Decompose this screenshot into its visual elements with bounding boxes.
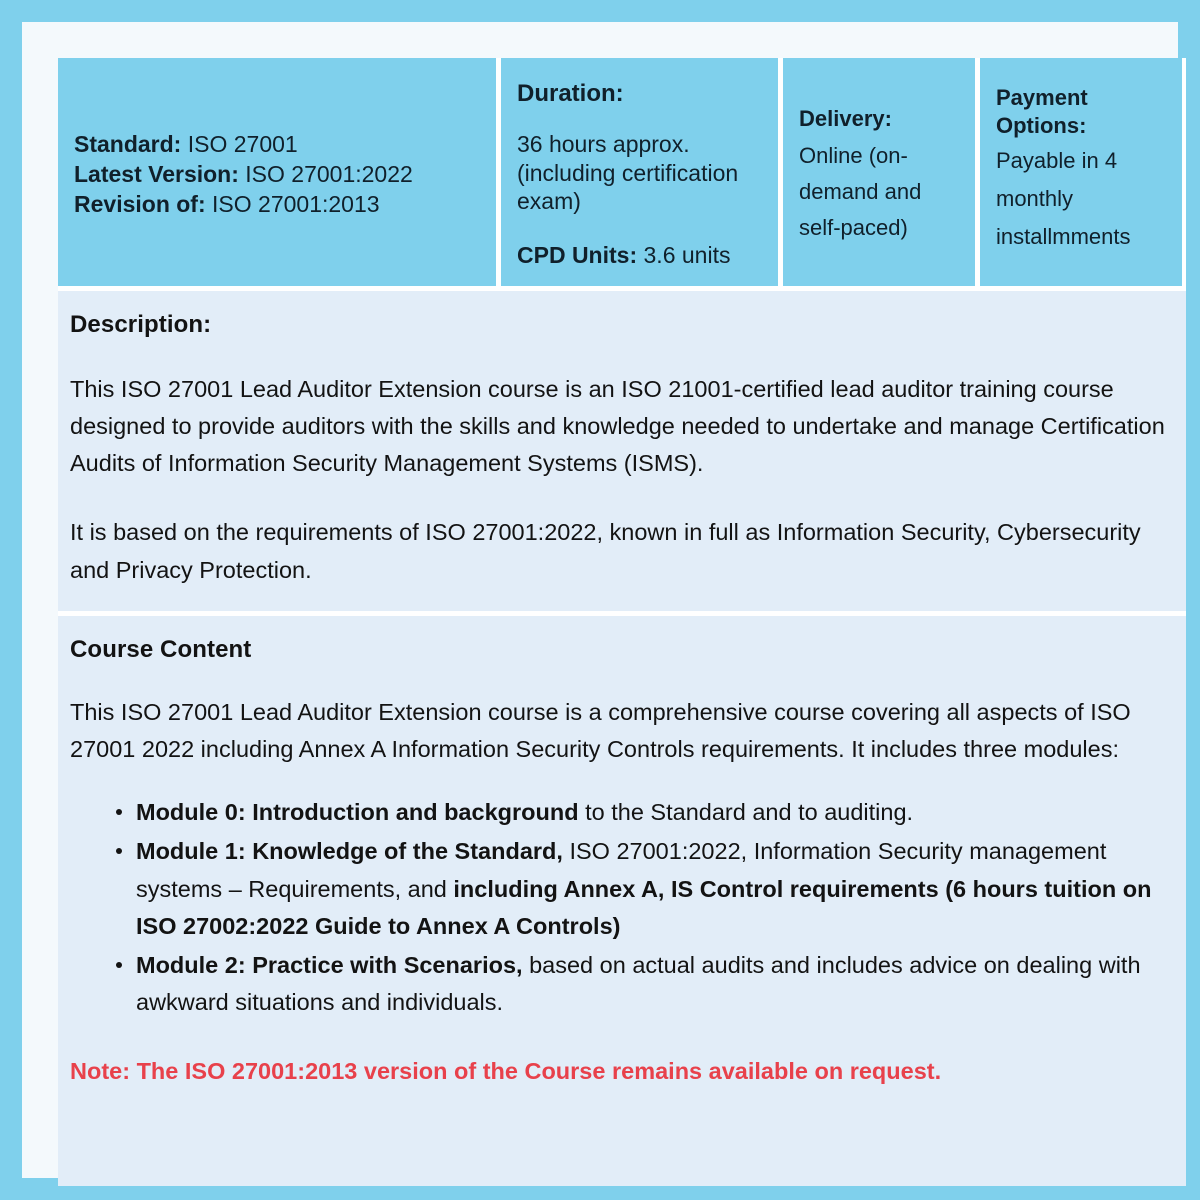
latest-version-label: Latest Version: bbox=[74, 160, 239, 187]
description-heading: Description: bbox=[70, 311, 212, 338]
revision-of-label: Revision of: bbox=[74, 191, 206, 218]
module-bold-lead: Module 1: Knowledge of the Standard, bbox=[136, 838, 563, 865]
availability-note: Note: The ISO 27001:2013 version of the Course remains available on request. bbox=[70, 1058, 942, 1084]
header-summary-row bbox=[58, 58, 1186, 286]
module-rest: to the Standard and to auditing. bbox=[578, 799, 914, 826]
module-rest: based on actual audits and includes advice on dealing with awkward situations and individuals. bbox=[136, 951, 1141, 1015]
delivery-value: Online (on-demand and self-paced) bbox=[799, 142, 922, 241]
list-item bbox=[116, 947, 1174, 1021]
description-paragraph-2: It is based on the requirements of ISO 27001:2022, known in full as Information Security, Cybersecurity and Privacy Protection. bbox=[70, 519, 1141, 583]
revision-of-value: ISO 27001:2013 bbox=[205, 191, 380, 218]
delivery-text bbox=[799, 101, 959, 246]
payment-options-title: Payment Options: bbox=[996, 85, 1088, 139]
payment-options-value: Payable in 4 monthly installmments bbox=[996, 148, 1131, 249]
description-paragraph-1: This ISO 27001 Lead Auditor Extension course is an ISO 21001-certified lead auditor training course designed to provide auditors with the skills and knowledge needed to undertake and manage Certification Audits of Information Security Management Systems (ISMS). bbox=[70, 376, 1165, 477]
standard-label: Standard: bbox=[74, 130, 182, 157]
cpd-units-label: CPD Units: bbox=[517, 241, 638, 268]
list-item bbox=[116, 833, 1174, 944]
module-rest: ISO 27001:2022, Information Security management systems – Requirements, and bbox=[136, 838, 1107, 902]
standard-value: ISO 27001 bbox=[181, 130, 298, 157]
revision-of-line bbox=[74, 189, 413, 219]
module-bold-tail: including Annex A, IS Control requirements (6 hours tuition on ISO 27002:2022 Guide to Annex A Controls) bbox=[136, 875, 1152, 939]
duration-title: Duration: bbox=[517, 80, 624, 107]
standard-line bbox=[74, 129, 413, 159]
description-section bbox=[58, 291, 1186, 611]
latest-version-value: ISO 27001:2022 bbox=[238, 160, 413, 187]
standard-info-cell bbox=[58, 58, 496, 286]
latest-version-line bbox=[74, 159, 413, 189]
course-content-intro: This ISO 27001 Lead Auditor Extension course is a comprehensive course covering all aspects of ISO 27001 2022 including Annex A Information Security Controls requirements. It includes three modules: bbox=[70, 699, 1131, 763]
course-info-sheet bbox=[58, 58, 1186, 1186]
module-bold-lead: Module 0: Introduction and background bbox=[136, 799, 579, 826]
cpd-units-line bbox=[517, 242, 762, 269]
list-item bbox=[116, 794, 1174, 831]
course-content-section bbox=[58, 616, 1186, 1186]
duration-cell bbox=[501, 58, 778, 286]
module-list bbox=[116, 794, 1174, 1021]
standard-info-lines bbox=[74, 129, 413, 219]
course-content-heading: Course Content bbox=[70, 636, 252, 663]
outer-frame bbox=[22, 22, 1178, 1178]
payment-options-cell bbox=[980, 58, 1182, 286]
cpd-units-value: 3.6 units bbox=[637, 241, 731, 268]
duration-body: 36 hours approx. (including certification exam) bbox=[517, 131, 739, 215]
delivery-title: Delivery: bbox=[799, 106, 892, 132]
delivery-cell bbox=[783, 58, 975, 286]
module-bold-lead: Module 2: Practice with Scenarios, bbox=[136, 951, 523, 978]
